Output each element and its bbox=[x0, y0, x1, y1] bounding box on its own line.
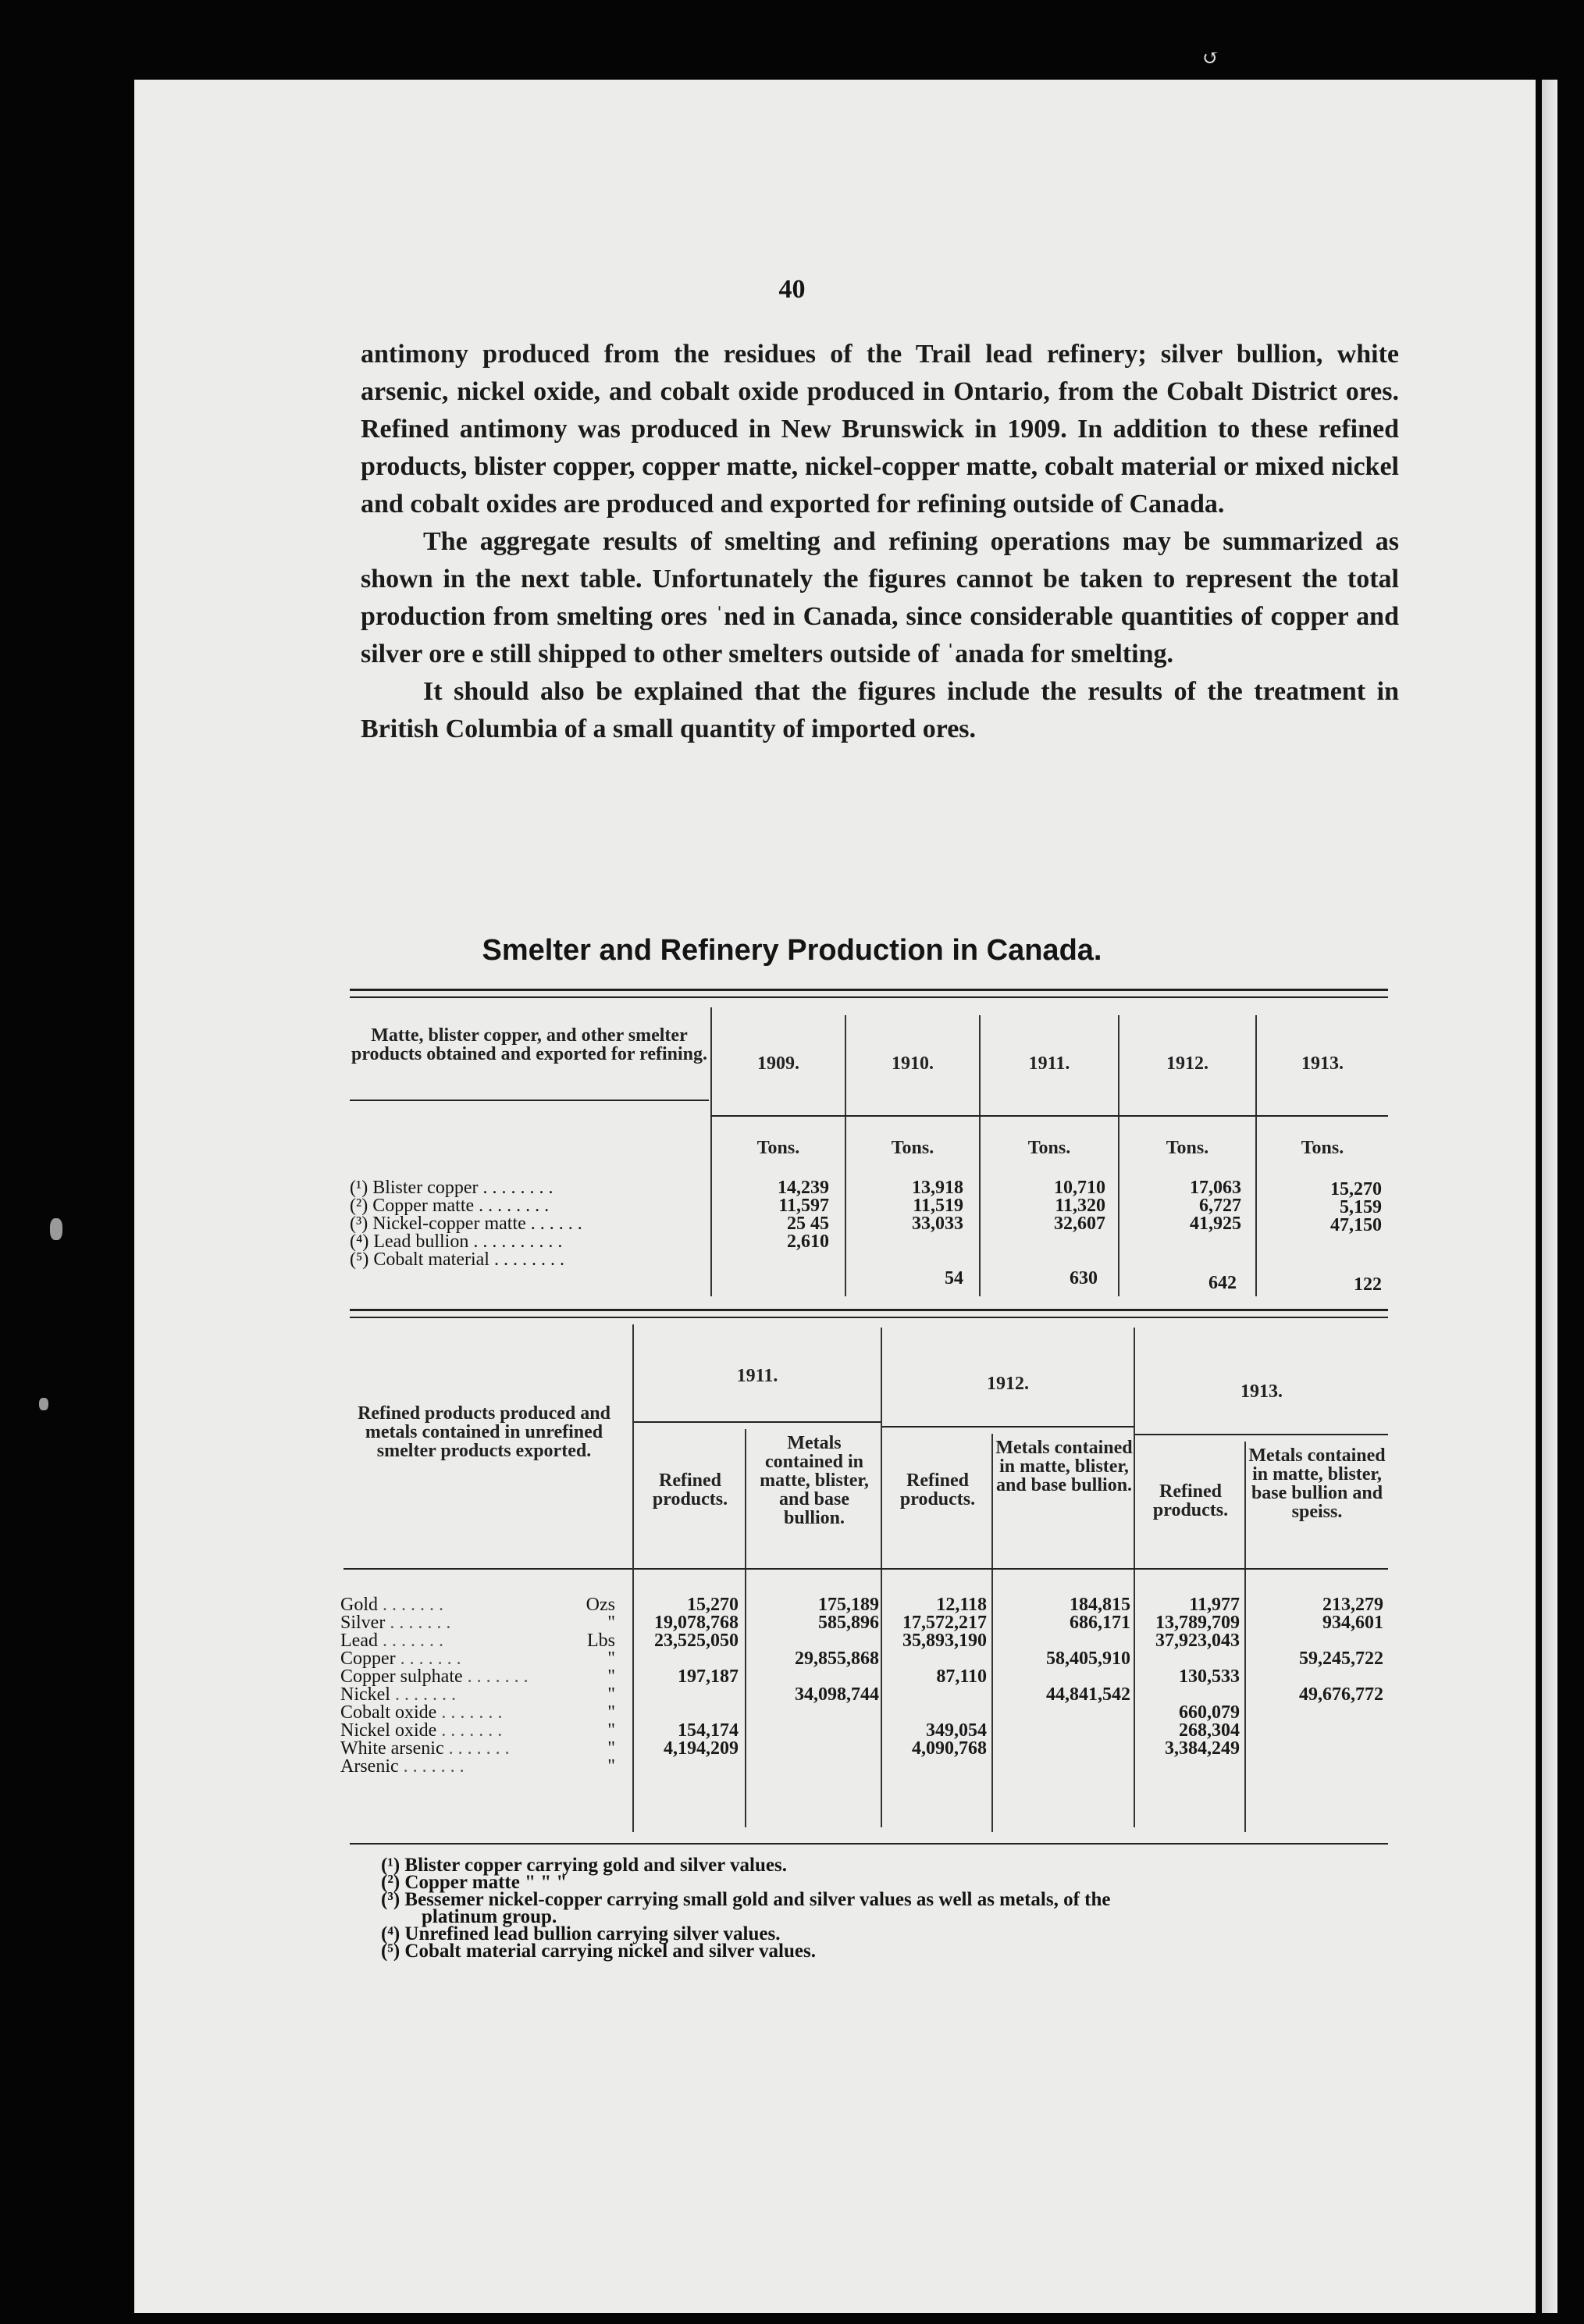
table2-row-label: Copper sulphate . . . . . . . " bbox=[340, 1666, 615, 1687]
row-unit-text: " bbox=[607, 1756, 615, 1777]
table1-cell: 11,597 bbox=[778, 1196, 829, 1216]
table1-row-label: (²) Copper matte . . . . . . . . bbox=[350, 1196, 550, 1216]
row-label-text: White arsenic bbox=[340, 1738, 444, 1759]
table2-subheader: Refined products. bbox=[652, 1470, 728, 1510]
table-rule bbox=[710, 1115, 1388, 1117]
table1-year: 1913. bbox=[1301, 1053, 1344, 1074]
row-label-text: Nickel oxide bbox=[340, 1720, 437, 1741]
row-label-text: Gold bbox=[340, 1595, 378, 1615]
table1-year: 1910. bbox=[892, 1053, 934, 1074]
table2-cell: 19,078,768 bbox=[654, 1613, 739, 1633]
table2-row-label: Lead . . . . . . . Lbs bbox=[340, 1631, 615, 1651]
table1-cell: 13,918 bbox=[912, 1178, 963, 1198]
table1-header-label: Matte, blister copper, and other smelter products obtained and exported for refining. bbox=[351, 1025, 708, 1064]
table1-cell: 122 bbox=[1354, 1274, 1382, 1295]
row-label-text: Silver bbox=[340, 1613, 386, 1633]
table1-unit: Tons. bbox=[1301, 1138, 1344, 1158]
table-rule bbox=[634, 1421, 881, 1423]
table2-cell: 29,855,868 bbox=[795, 1649, 879, 1669]
table2-cell: 197,187 bbox=[678, 1666, 739, 1687]
table2-cell: 87,110 bbox=[936, 1666, 987, 1687]
table1-cell: 5,159 bbox=[1340, 1197, 1382, 1217]
table-rule bbox=[634, 1568, 1388, 1570]
row-label-text: Arsenic bbox=[340, 1756, 399, 1777]
table2-cell: 660,079 bbox=[1179, 1702, 1240, 1723]
table-rule bbox=[350, 989, 1388, 991]
row-unit-text: Ozs bbox=[586, 1595, 615, 1615]
paragraph: It should also be explained that the figures include the results of the treatment in British Columbia of a small quantity of imported ores. bbox=[361, 677, 1399, 743]
table2-cell: 11,977 bbox=[1189, 1595, 1240, 1615]
table2-cell: 34,098,744 bbox=[795, 1684, 879, 1705]
scan-blemish bbox=[50, 1218, 62, 1240]
table1-year: 1912. bbox=[1166, 1053, 1208, 1074]
column-divider bbox=[991, 1434, 993, 1832]
table2-subheader: Metals contained in matte, blister, base bullion and speiss. bbox=[1248, 1445, 1386, 1522]
table1-cell: 17,063 bbox=[1190, 1178, 1241, 1198]
table1-unit: Tons. bbox=[891, 1138, 934, 1158]
table2-cell: 934,601 bbox=[1322, 1613, 1383, 1633]
table-rule bbox=[350, 1843, 1388, 1845]
table2-cell: 3,384,249 bbox=[1165, 1738, 1240, 1759]
table1-unit: Tons. bbox=[1166, 1138, 1209, 1158]
footnote: (³) Bessemer nickel-copper carrying small gold and silver values as well as metals, of the bbox=[381, 1889, 1111, 1910]
table2-year: 1911. bbox=[736, 1366, 778, 1386]
table-rule bbox=[882, 1426, 1134, 1428]
table2-year: 1913. bbox=[1241, 1381, 1283, 1402]
table2-cell: 686,171 bbox=[1070, 1613, 1130, 1633]
row-label-text: Cobalt oxide bbox=[340, 1702, 437, 1723]
table2-subheader: Metals contained in matte, blister, and base bullion. bbox=[995, 1438, 1133, 1495]
table1-cell: 630 bbox=[1070, 1268, 1098, 1289]
row-label-text: Nickel bbox=[340, 1684, 390, 1705]
scan-mark: ↺ bbox=[1202, 47, 1219, 70]
paragraph: antimony produced from the residues of the Trail lead refinery; silver bullion, white arsenic, nickel oxide, and cobalt oxide produced in Ontario, from the Cobalt District ores. Refined antimony was produced in New Brunswick in 1909. In addition to these refined products, blister copper, copper matte, nickel-copper matte, cobalt material or mixed nickel and cobalt oxides are produced and exported for refining outside of Canada. bbox=[361, 340, 1399, 519]
table1-row-label: (⁴) Lead bullion . . . . . . . . . . bbox=[350, 1232, 563, 1252]
table-rule bbox=[350, 1309, 1388, 1311]
table2-cell: 15,270 bbox=[687, 1595, 739, 1615]
table2-cell: 17,572,217 bbox=[902, 1613, 987, 1633]
table1-row-label: (³) Nickel-copper matte . . . . . . bbox=[350, 1214, 582, 1234]
table2-row-label: Nickel oxide . . . . . . . " bbox=[340, 1720, 615, 1741]
column-divider bbox=[1244, 1442, 1246, 1832]
table-rule bbox=[350, 1317, 1388, 1318]
table2-row-label: Cobalt oxide . . . . . . . " bbox=[340, 1702, 615, 1723]
table1-cell: 11,320 bbox=[1055, 1196, 1105, 1216]
table2-cell: 4,090,768 bbox=[912, 1738, 987, 1759]
row-unit-text: " bbox=[607, 1649, 615, 1669]
table2-row-label: White arsenic . . . . . . . " bbox=[340, 1738, 615, 1759]
row-unit-text: " bbox=[607, 1720, 615, 1741]
table2-row-label: Arsenic . . . . . . . " bbox=[340, 1756, 615, 1777]
table-title: Smelter and Refinery Production in Canada. bbox=[482, 934, 1102, 967]
table-rule bbox=[350, 1100, 709, 1101]
table-rule bbox=[1135, 1434, 1388, 1435]
table2-cell: 349,054 bbox=[926, 1720, 987, 1741]
table1-cell: 32,607 bbox=[1054, 1214, 1105, 1234]
row-unit-text: Lbs bbox=[587, 1631, 615, 1651]
scan-blemish bbox=[39, 1398, 48, 1410]
page-edge bbox=[1542, 80, 1557, 2313]
table2-row-label: Copper . . . . . . . " bbox=[340, 1649, 615, 1669]
table2-cell: 35,893,190 bbox=[902, 1631, 987, 1651]
table1-cell: 6,727 bbox=[1199, 1196, 1241, 1216]
table2-cell: 184,815 bbox=[1070, 1595, 1130, 1615]
table1-cell: 15,270 bbox=[1330, 1179, 1382, 1199]
table2-cell: 130,533 bbox=[1179, 1666, 1240, 1687]
footnote: (²) Copper matte " " " bbox=[381, 1872, 568, 1893]
table2-cell: 175,189 bbox=[818, 1595, 879, 1615]
table2-cell: 59,245,722 bbox=[1299, 1649, 1383, 1669]
table2-year: 1912. bbox=[987, 1374, 1029, 1394]
table1-cell: 25 45 bbox=[787, 1214, 829, 1234]
table2-cell: 58,405,910 bbox=[1046, 1649, 1130, 1669]
table1-cell: 2,610 bbox=[787, 1232, 829, 1252]
table1-cell: 10,710 bbox=[1054, 1178, 1105, 1198]
footnote: (¹) Blister copper carrying gold and silver values. bbox=[381, 1855, 787, 1876]
table2-subheader: Refined products. bbox=[899, 1470, 976, 1510]
table2-header-label: Refined products produced and metals contained in unrefined smelter products exported. bbox=[358, 1403, 610, 1461]
table-rule bbox=[350, 996, 1388, 998]
table2-subheader: Metals contained in matte, blister, and base bullion. bbox=[760, 1433, 869, 1528]
row-unit-text: " bbox=[607, 1684, 615, 1705]
table1-cell: 14,239 bbox=[778, 1178, 829, 1198]
table2-cell: 213,279 bbox=[1322, 1595, 1383, 1615]
table2-cell: 585,896 bbox=[818, 1613, 879, 1633]
table2-cell: 49,676,772 bbox=[1299, 1684, 1383, 1705]
paragraph: The aggregate results of smelting and refining operations may be summarized as shown in the next table. Unfortunately the figures cannot be taken to represent the total production from smelting ores ˈned in Canada, since considerable quantities of copper and silver ore e still shipped to other smelters outside of ˈanada for smelting. bbox=[361, 527, 1399, 668]
table2-row-label: Nickel . . . . . . . " bbox=[340, 1684, 615, 1705]
footnote: (⁴) Unrefined lead bullion carrying silver values. bbox=[381, 1923, 781, 1944]
table2-cell: 154,174 bbox=[678, 1720, 739, 1741]
table2-subheader: Refined products. bbox=[1152, 1481, 1229, 1520]
row-label-text: Copper sulphate bbox=[340, 1666, 463, 1687]
table2-row-label: Silver . . . . . . . " bbox=[340, 1613, 615, 1633]
table2-row-label: Gold . . . . . . . Ozs bbox=[340, 1595, 615, 1615]
row-label-text: Copper bbox=[340, 1649, 396, 1669]
table1-unit: Tons. bbox=[756, 1138, 800, 1158]
table1-year: 1909. bbox=[757, 1053, 799, 1074]
table1-cell: 33,033 bbox=[912, 1214, 963, 1234]
table1-year: 1911. bbox=[1028, 1053, 1070, 1074]
table1-cell: 54 bbox=[945, 1268, 963, 1289]
table2-cell: 13,789,709 bbox=[1155, 1613, 1240, 1633]
table2-cell: 23,525,050 bbox=[654, 1631, 739, 1651]
table1-unit: Tons. bbox=[1027, 1138, 1071, 1158]
table2-cell: 37,923,043 bbox=[1155, 1631, 1240, 1651]
table2-cell: 12,118 bbox=[936, 1595, 987, 1615]
row-label-text: Lead bbox=[340, 1631, 378, 1651]
row-unit-text: " bbox=[607, 1666, 615, 1687]
row-unit-text: " bbox=[607, 1738, 615, 1759]
table1-row-label: (⁵) Cobalt material . . . . . . . . bbox=[350, 1249, 564, 1270]
table1-cell: 11,519 bbox=[913, 1196, 963, 1216]
table2-cell: 268,304 bbox=[1179, 1720, 1240, 1741]
table1-cell: 41,925 bbox=[1190, 1214, 1241, 1234]
table-rule bbox=[343, 1568, 632, 1570]
row-unit-text: " bbox=[607, 1702, 615, 1723]
footnote: platinum group. bbox=[422, 1906, 557, 1927]
table1-cell: 642 bbox=[1208, 1273, 1237, 1293]
page-number: 40 bbox=[778, 275, 806, 304]
table1-cell: 47,150 bbox=[1330, 1215, 1382, 1235]
table2-cell: 44,841,542 bbox=[1046, 1684, 1130, 1705]
footnote: (⁵) Cobalt material carrying nickel and silver values. bbox=[381, 1941, 816, 1962]
row-unit-text: " bbox=[607, 1613, 615, 1633]
footnotes bbox=[381, 1857, 1380, 1960]
table1-row-label: (¹) Blister copper . . . . . . . . bbox=[350, 1178, 554, 1198]
table2-cell: 4,194,209 bbox=[664, 1738, 739, 1759]
body-text bbox=[361, 336, 1399, 748]
